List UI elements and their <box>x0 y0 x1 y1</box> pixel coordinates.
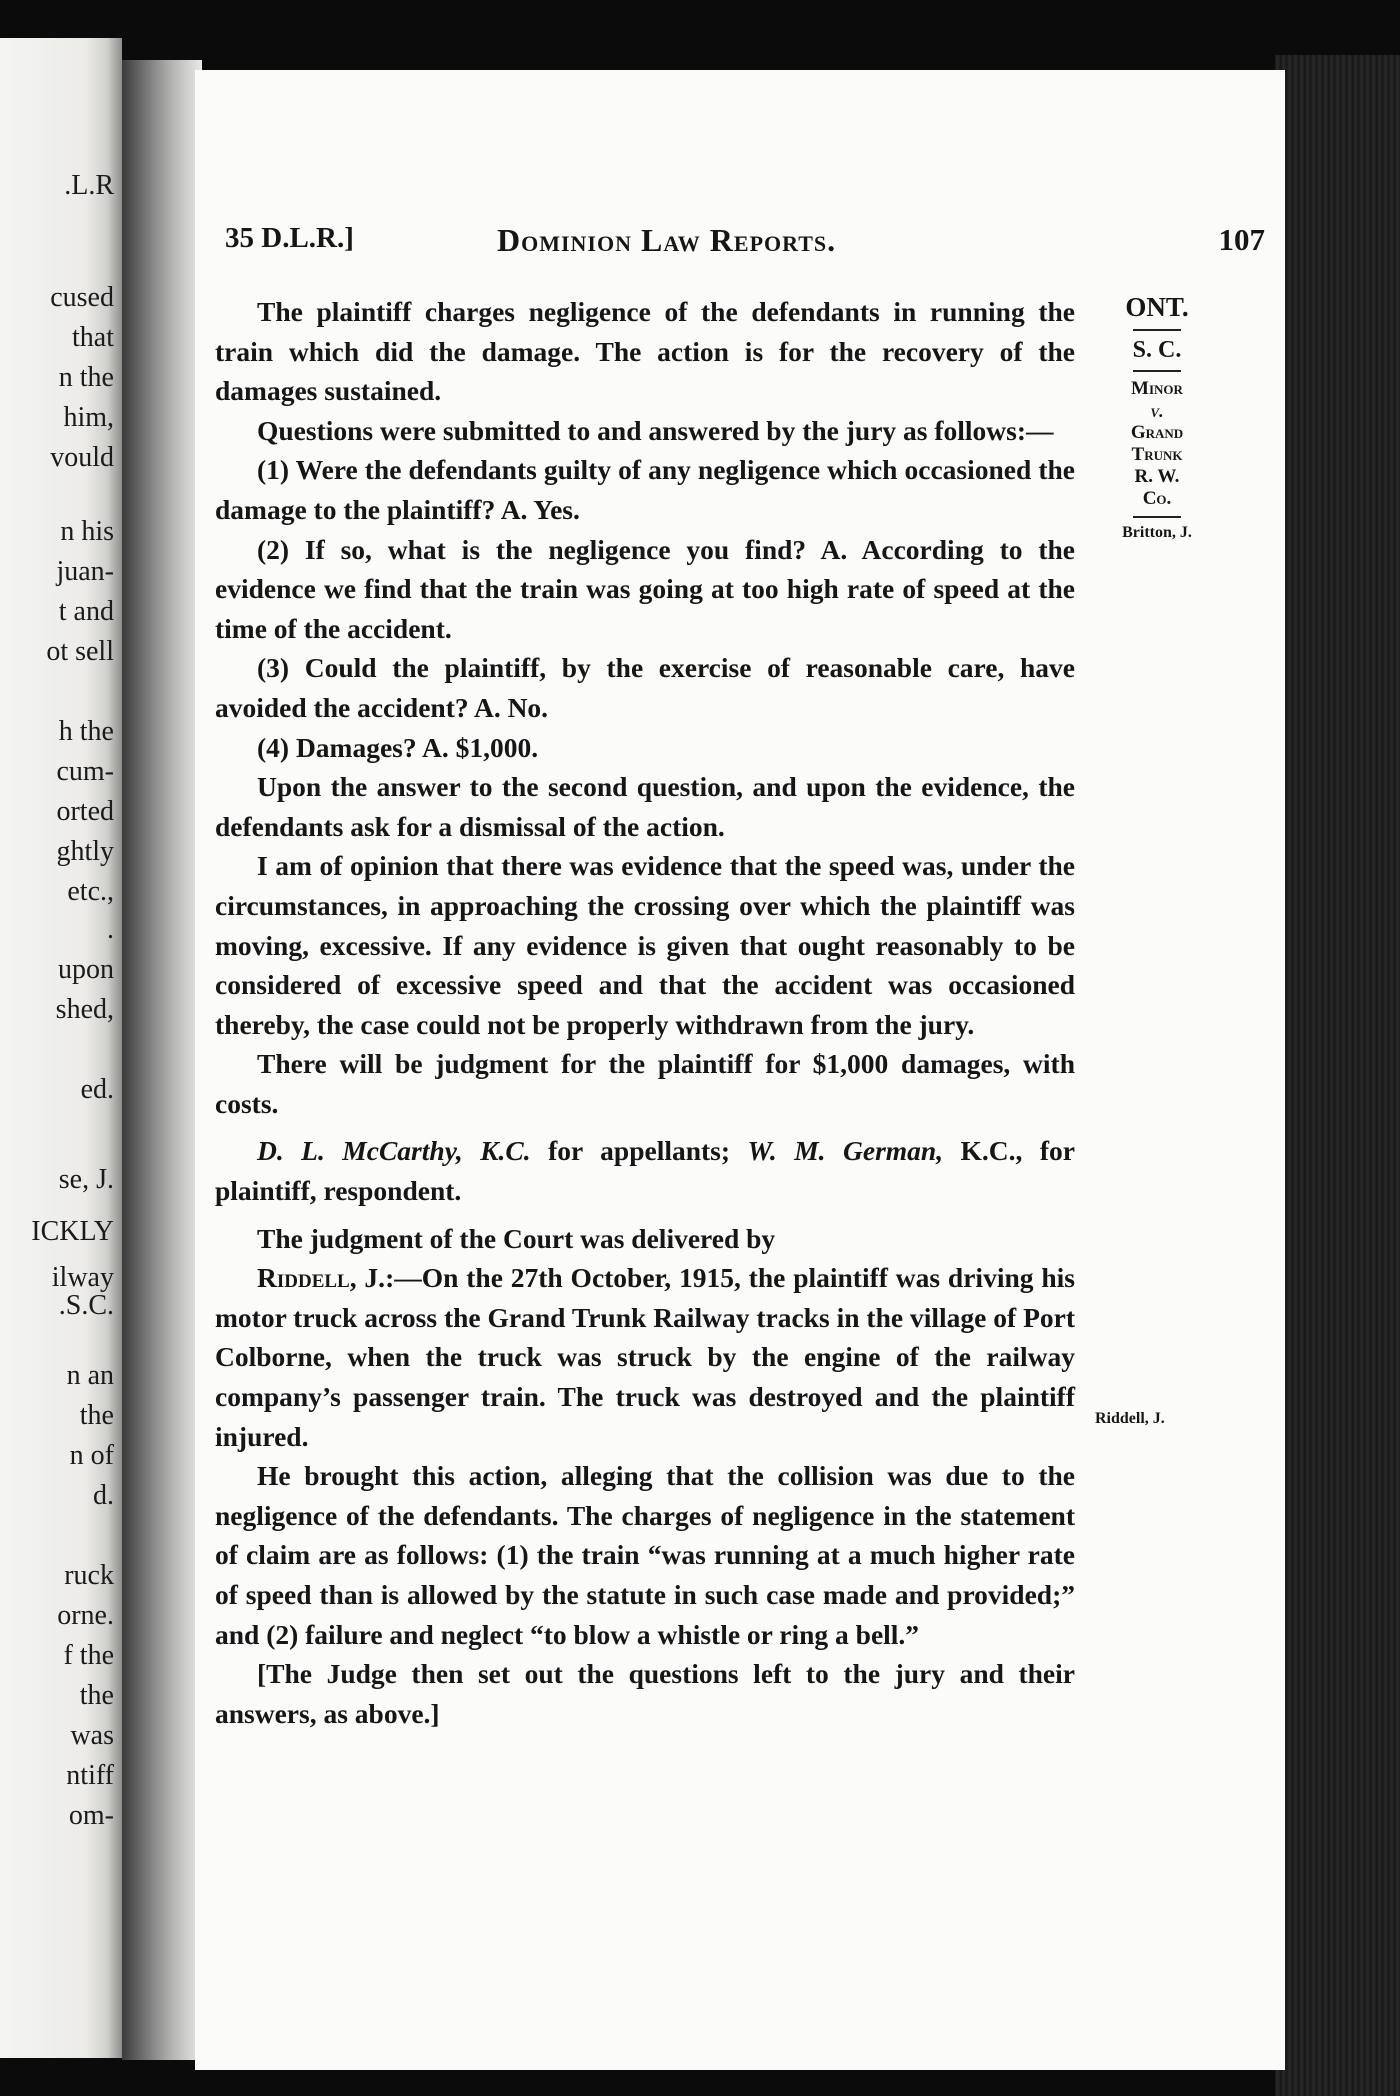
page-number: 107 <box>1218 222 1265 257</box>
paragraph: The judgment of the Court was delivered by <box>257 1222 776 1254</box>
jury-question: (1) Were the defendants guilty of any negligence which occasioned the damage to the plaintiff? A. Yes. <box>215 454 1075 525</box>
judgment-text: :—On the 27th October, 1915, the plaintiff was driving his motor truck across the Grand Trunk Railway tracks in the village of Port Colborne, when the truck was struck by the engine of the railway company’s passenger train. The truck was destroyed and the plaintiff injured. <box>215 1262 1075 1452</box>
facing-page-fragment: n an <box>66 1360 114 1391</box>
facing-page-fragment: vould <box>50 442 114 473</box>
judge-note-riddell: Riddell, J. <box>1095 1410 1165 1427</box>
paragraph <box>215 1258 1075 1456</box>
book-page <box>195 70 1285 2070</box>
facing-page-fragment: the <box>79 1680 114 1711</box>
case-name-versus: v. <box>1150 401 1164 421</box>
facing-page-fragment: .L.R <box>64 170 114 201</box>
facing-page-fragment: him, <box>63 402 114 433</box>
facing-page-fragment: the <box>79 1400 114 1431</box>
paragraph: The plaintiff charges negligence of the defendants in running the train which did the damage. The action is for the recovery of the damages sustained. <box>215 296 1075 407</box>
counsel-appellants: D. L. McCarthy, K.C. <box>257 1135 531 1167</box>
facing-page-fragment: f the <box>63 1640 114 1671</box>
divider <box>1133 370 1181 372</box>
facing-page-fragment: was <box>70 1720 114 1751</box>
case-name-part: Grand <box>1130 422 1184 443</box>
facing-page-fragment: d. <box>93 1480 114 1511</box>
facing-page-fragment: orted <box>56 796 114 827</box>
facing-page-fragment: . <box>107 914 114 945</box>
facing-page-fragment: t and <box>58 596 114 627</box>
court-sub-label: S. C. <box>1132 337 1182 363</box>
running-title: Dominion Law Reports. <box>497 222 837 258</box>
facing-page-fragment: juan- <box>56 556 114 587</box>
facing-page-fragment: ntiff <box>66 1760 114 1791</box>
counsel-respondent: W. M. German, <box>747 1135 944 1167</box>
facing-page-fragment: cused <box>50 282 114 313</box>
judge-name: Riddell, J. <box>257 1262 386 1294</box>
facing-page-fragment: ed. <box>80 1074 114 1105</box>
court-label: ONT. <box>1125 292 1189 322</box>
counsel-text: K.C., for plaintiff, respondent. <box>215 1135 1075 1207</box>
page-edges <box>1275 55 1400 2096</box>
book-gutter <box>122 60 202 2060</box>
facing-page-fragment: etc., <box>67 876 114 907</box>
counsel-line <box>215 1131 1075 1210</box>
facing-page-fragment: shed, <box>55 994 114 1025</box>
facing-page-fragment: h the <box>58 716 114 747</box>
running-header <box>225 222 1265 266</box>
facing-page-fragment: orne. <box>57 1600 114 1631</box>
facing-page-fragment: ruck <box>64 1560 114 1591</box>
judge-note: Britton, J. <box>1122 524 1192 541</box>
facing-page-fragment: that <box>72 322 114 353</box>
facing-page-fragment: ICKLY <box>31 1216 114 1247</box>
case-name <box>1087 378 1227 510</box>
facing-page-fragment: ilway <box>51 1262 114 1293</box>
margin-notes <box>1087 292 1227 542</box>
running-citation: 35 D.L.R.] <box>225 222 354 254</box>
facing-page-fragment: ot sell <box>46 636 114 667</box>
case-name-part: R. W. <box>1134 466 1180 487</box>
paragraph: There will be judgment for the plaintiff for $1,000 damages, with costs. <box>215 1048 1075 1119</box>
facing-page-fragment: se, J. <box>58 1164 114 1195</box>
facing-page-fragment: .S.C. <box>58 1290 114 1321</box>
jury-question: (4) Damages? A. $1,000. <box>257 731 539 763</box>
paragraph: Upon the answer to the second question, and upon the evidence, the defendants ask for a dismissal of the action. <box>215 771 1075 842</box>
page-body <box>215 292 1075 1733</box>
case-name-part: Co. <box>1142 488 1172 509</box>
paragraph: [The Judge then set out the questions left to the jury and their answers, as above.] <box>215 1658 1075 1729</box>
case-name-part: Trunk <box>1131 444 1183 465</box>
facing-page-fragment: cum- <box>56 756 114 787</box>
facing-page-fragment: n of <box>69 1440 114 1471</box>
divider <box>1133 516 1181 518</box>
paragraph: I am of opinion that there was evidence that the speed was, under the circumstances, in approaching the crossing over which the plaintiff was moving, excessive. If any evidence is given that ought reasonably to be considered of excessive speed and that the accident was occasioned thereby, the case could not be properly withdrawn from the jury. <box>215 850 1075 1040</box>
facing-page-fragment: om- <box>68 1800 114 1831</box>
facing-page-fragment: upon <box>58 954 114 985</box>
case-name-part: Minor <box>1131 378 1183 399</box>
counsel-text: for appellants; <box>530 1135 748 1167</box>
jury-question: (2) If so, what is the negligence you find? A. According to the evidence we find that the train was going at too high rate of speed at the time of the accident. <box>215 533 1075 644</box>
paragraph: Questions were submitted to and answered by the jury as follows:— <box>257 414 1054 446</box>
jury-question: (3) Could the plaintiff, by the exercise of reasonable care, have avoided the accident? A. No. <box>215 652 1075 723</box>
facing-page-fragment: ghtly <box>56 836 114 867</box>
facing-page-fragment: n the <box>58 362 114 393</box>
facing-page-fragment: n his <box>60 516 114 547</box>
paragraph: He brought this action, alleging that the collision was due to the negligence of the defendants. The charges of negligence in the statement of claim are as follows: (1) the train “was running at a much higher rate of speed than is allowed by the statute in such case made and provided;” and (2) failure and neglect “to blow a whistle or ring a bell.” <box>215 1460 1075 1650</box>
divider <box>1133 329 1181 331</box>
facing-page <box>0 38 122 2058</box>
